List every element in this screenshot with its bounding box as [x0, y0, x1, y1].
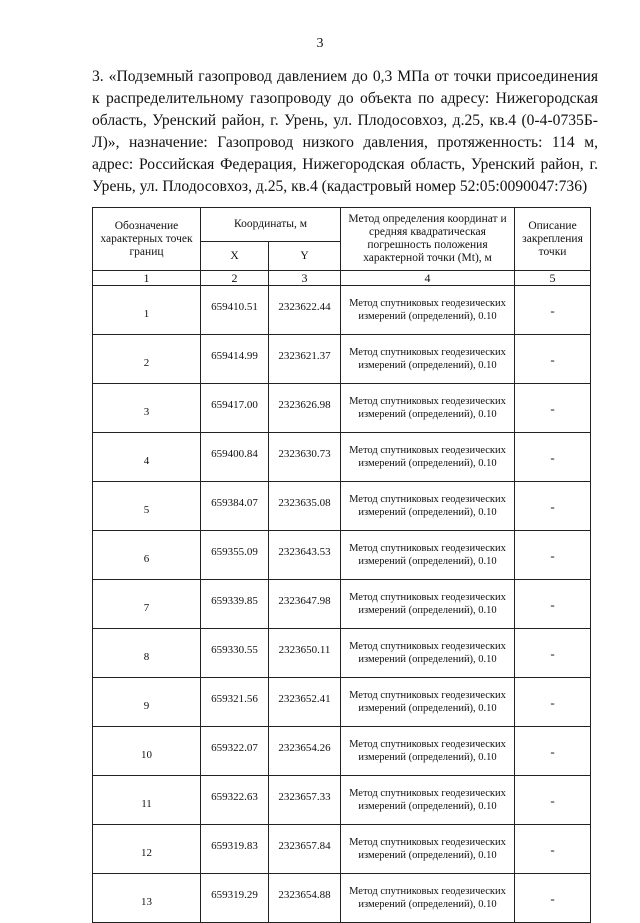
table-row	[93, 874, 591, 923]
y-coordinate-cell: 2323647.98	[269, 580, 341, 629]
method-cell: Метод спутниковых геодезических измерений (определений), 0.10	[341, 286, 515, 335]
table-row	[93, 629, 591, 678]
method-cell: Метод спутниковых геодезических измерений (определений), 0.10	[341, 580, 515, 629]
y-coordinate-cell: 2323635.08	[269, 482, 341, 531]
table-row	[93, 678, 591, 727]
method-cell: Метод спутниковых геодезических измерений (определений), 0.10	[341, 384, 515, 433]
header-coordinates: Координаты, м	[201, 208, 341, 242]
y-coordinate-cell: 2323650.11	[269, 629, 341, 678]
y-coordinate-cell: 2323657.33	[269, 776, 341, 825]
method-cell: Метод спутниковых геодезических измерений (определений), 0.10	[341, 776, 515, 825]
column-number: 3	[269, 271, 341, 286]
x-coordinate-cell: 659319.83	[201, 825, 269, 874]
point-cell: 13	[93, 874, 201, 923]
table-row	[93, 776, 591, 825]
point-cell: 10	[93, 727, 201, 776]
method-cell: Метод спутниковых геодезических измерений (определений), 0.10	[341, 433, 515, 482]
x-coordinate-cell: 659321.56	[201, 678, 269, 727]
point-cell: 4	[93, 433, 201, 482]
point-cell: 11	[93, 776, 201, 825]
point-cell: 2	[93, 335, 201, 384]
x-coordinate-cell: 659384.07	[201, 482, 269, 531]
x-coordinate-cell: 659414.99	[201, 335, 269, 384]
column-number: 4	[341, 271, 515, 286]
table-row	[93, 286, 591, 335]
method-cell: Метод спутниковых геодезических измерений (определений), 0.10	[341, 678, 515, 727]
point-cell: 8	[93, 629, 201, 678]
y-coordinate-cell: 2323652.41	[269, 678, 341, 727]
description-cell: -	[515, 286, 591, 335]
y-coordinate-cell: 2323626.98	[269, 384, 341, 433]
y-coordinate-cell: 2323622.44	[269, 286, 341, 335]
header-y: Y	[269, 242, 341, 271]
method-cell: Метод спутниковых геодезических измерений (определений), 0.10	[341, 482, 515, 531]
table-row	[93, 727, 591, 776]
table-body	[93, 286, 591, 923]
point-cell: 5	[93, 482, 201, 531]
point-cell: 9	[93, 678, 201, 727]
header-method: Метод определения координат и средняя квадратическая погрешность положения характерной точки (Mt), м	[341, 208, 515, 271]
x-coordinate-cell: 659400.84	[201, 433, 269, 482]
x-coordinate-cell: 659322.07	[201, 727, 269, 776]
x-coordinate-cell: 659339.85	[201, 580, 269, 629]
header-description: Описание закрепления точки	[515, 208, 591, 271]
x-coordinate-cell: 659322.63	[201, 776, 269, 825]
x-coordinate-cell: 659417.00	[201, 384, 269, 433]
y-coordinate-cell: 2323657.84	[269, 825, 341, 874]
method-cell: Метод спутниковых геодезических измерений (определений), 0.10	[341, 727, 515, 776]
description-cell: -	[515, 531, 591, 580]
method-cell: Метод спутниковых геодезических измерений (определений), 0.10	[341, 874, 515, 923]
description-cell: -	[515, 874, 591, 923]
table-row	[93, 531, 591, 580]
description-cell: -	[515, 384, 591, 433]
description-cell: -	[515, 433, 591, 482]
x-coordinate-cell: 659410.51	[201, 286, 269, 335]
x-coordinate-cell: 659330.55	[201, 629, 269, 678]
description-cell: -	[515, 727, 591, 776]
x-coordinate-cell: 659355.09	[201, 531, 269, 580]
description-cell: -	[515, 629, 591, 678]
table-row	[93, 384, 591, 433]
table-row	[93, 825, 591, 874]
table-row	[93, 335, 591, 384]
description-cell: -	[515, 580, 591, 629]
point-cell: 6	[93, 531, 201, 580]
method-cell: Метод спутниковых геодезических измерений (определений), 0.10	[341, 825, 515, 874]
y-coordinate-cell: 2323643.53	[269, 531, 341, 580]
description-cell: -	[515, 335, 591, 384]
y-coordinate-cell: 2323654.88	[269, 874, 341, 923]
x-coordinate-cell: 659319.29	[201, 874, 269, 923]
column-number: 2	[201, 271, 269, 286]
point-cell: 3	[93, 384, 201, 433]
y-coordinate-cell: 2323621.37	[269, 335, 341, 384]
column-number: 1	[93, 271, 201, 286]
header-x: X	[201, 242, 269, 271]
table-row	[93, 482, 591, 531]
header-point: Обозначение характерных точек границ	[93, 208, 201, 271]
description-cell: -	[515, 776, 591, 825]
table-row	[93, 433, 591, 482]
description-cell: -	[515, 825, 591, 874]
intro-paragraph: 3. «Подземный газопровод давлением до 0,3 МПа от точки присоединения к распределительному газопроводу до объекта по адресу: Нижегородская область, Уренский район, г. Урень, ул. Плодосовхоз, д.25, кв.4 (0-4-0735Б-Л)», назначение: Газопровод низкого давления, протяженность: 114 м, адрес: Российская Федерация, Нижегородская область, Уренский район, г. Урень, ул. Плодосовхоз, д.25, кв.4 (кадастровый номер 52:05:0090047:736)	[92, 68, 598, 195]
method-cell: Метод спутниковых геодезических измерений (определений), 0.10	[341, 531, 515, 580]
table-row	[93, 580, 591, 629]
column-number: 5	[515, 271, 591, 286]
page-number: 3	[316, 36, 324, 51]
point-cell: 12	[93, 825, 201, 874]
method-cell: Метод спутниковых геодезических измерений (определений), 0.10	[341, 629, 515, 678]
point-cell: 7	[93, 580, 201, 629]
description-cell: -	[515, 678, 591, 727]
method-cell: Метод спутниковых геодезических измерений (определений), 0.10	[341, 335, 515, 384]
description-cell: -	[515, 482, 591, 531]
y-coordinate-cell: 2323654.26	[269, 727, 341, 776]
y-coordinate-cell: 2323630.73	[269, 433, 341, 482]
point-cell: 1	[93, 286, 201, 335]
coordinates-table	[92, 207, 591, 923]
